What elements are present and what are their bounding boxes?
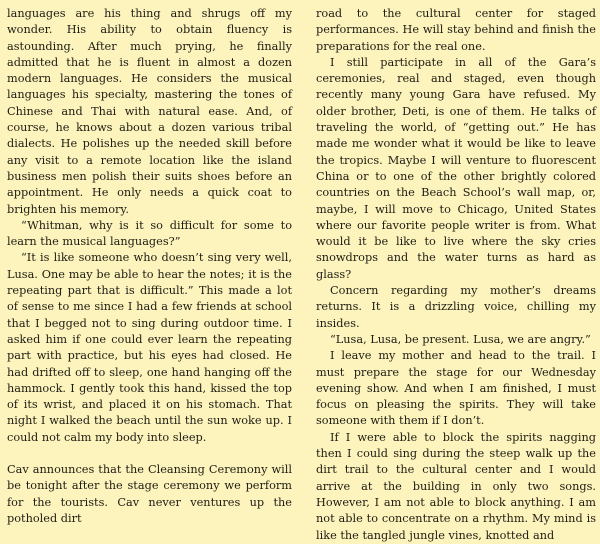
paragraph: road to the cultural center for staged performances. He will stay behind and finish the preparations for the real one. — [316, 7, 596, 53]
left-column — [7, 6, 292, 527]
paragraph: If I were able to block the spirits nagging then I could sing during the steep walk up the dirt trail to the cultural center and I would arrive at the building in only two songs. However, I am not able to block anything. I am not able to concentrate on a rhythm. My mind is like the tangled jungle vines, knotted and — [316, 430, 596, 542]
paragraph: I still participate in all of the Gara’s ceremonies, real and staged, even though recently many young Gara have refused. My older brother, Deti, is one of them. He talks of traveling the world, of “getting out.” He has made me wonder what it would be like to leave the tropics. Maybe I will venture to fluorescent China or to one of the other brightly colored countries on the Beach School’s wall map, or, maybe, I will move to Chicago, United States where our favorite people writer is from. What would it be like to live where the sky cries snowdrops and the water turns as hard as glass? — [316, 55, 596, 281]
paragraph: “Whitman, why is it so difficult for some to learn the musical languages?” — [7, 218, 292, 249]
right-column — [316, 6, 596, 544]
paragraph: languages are his thing and shrugs off my wonder. His ability to obtain fluency is astounding. After much prying, he finally admitted that he is fluent in almost a dozen modern languages. He considers the musical languages his specialty, mastering the tones of Chinese and Thai with natural ease. And, of course, he knows about a dozen various tribal dialects. He polishes up the needed skill before any visit to a remote location like the island business men polish their suits shoes before an appointment. He only needs a quick coat to brighten his memory. — [7, 7, 292, 216]
paragraph: “Lusa, Lusa, be present. Lusa, we are angry.” — [330, 332, 591, 346]
paragraph: “It is like someone who doesn’t sing very well, Lusa. One may be able to hear the notes; it is the repeating part that is difficult.” This made a lot of sense to me since I had a few friends at school that I begged not to sing during outdoor time. I asked him if one could ever learn the repeating part with practice, but his eyes had closed. He had drifted off to sleep, one hand hanging off the hammock. I gently took this hand, kissed the top of its wrist, and placed it on his stomach. That night I walked the beach until the sun woke up. I could not calm my body into sleep. — [7, 251, 292, 444]
paragraph: I leave my mother and head to the trail. I must prepare the stage for our Wednesday evening show. And when I am finished, I must focus on pleasing the spirits. They will take someone with them if I don’t. — [316, 349, 596, 428]
paragraph: Concern regarding my mother’s dreams returns. It is a drizzling voice, chilling my insides. — [316, 284, 596, 330]
paragraph: Cav announces that the Cleansing Ceremony will be tonight after the stage ceremony we perform for the tourists. Cav never ventures up the potholed dirt — [7, 463, 292, 525]
